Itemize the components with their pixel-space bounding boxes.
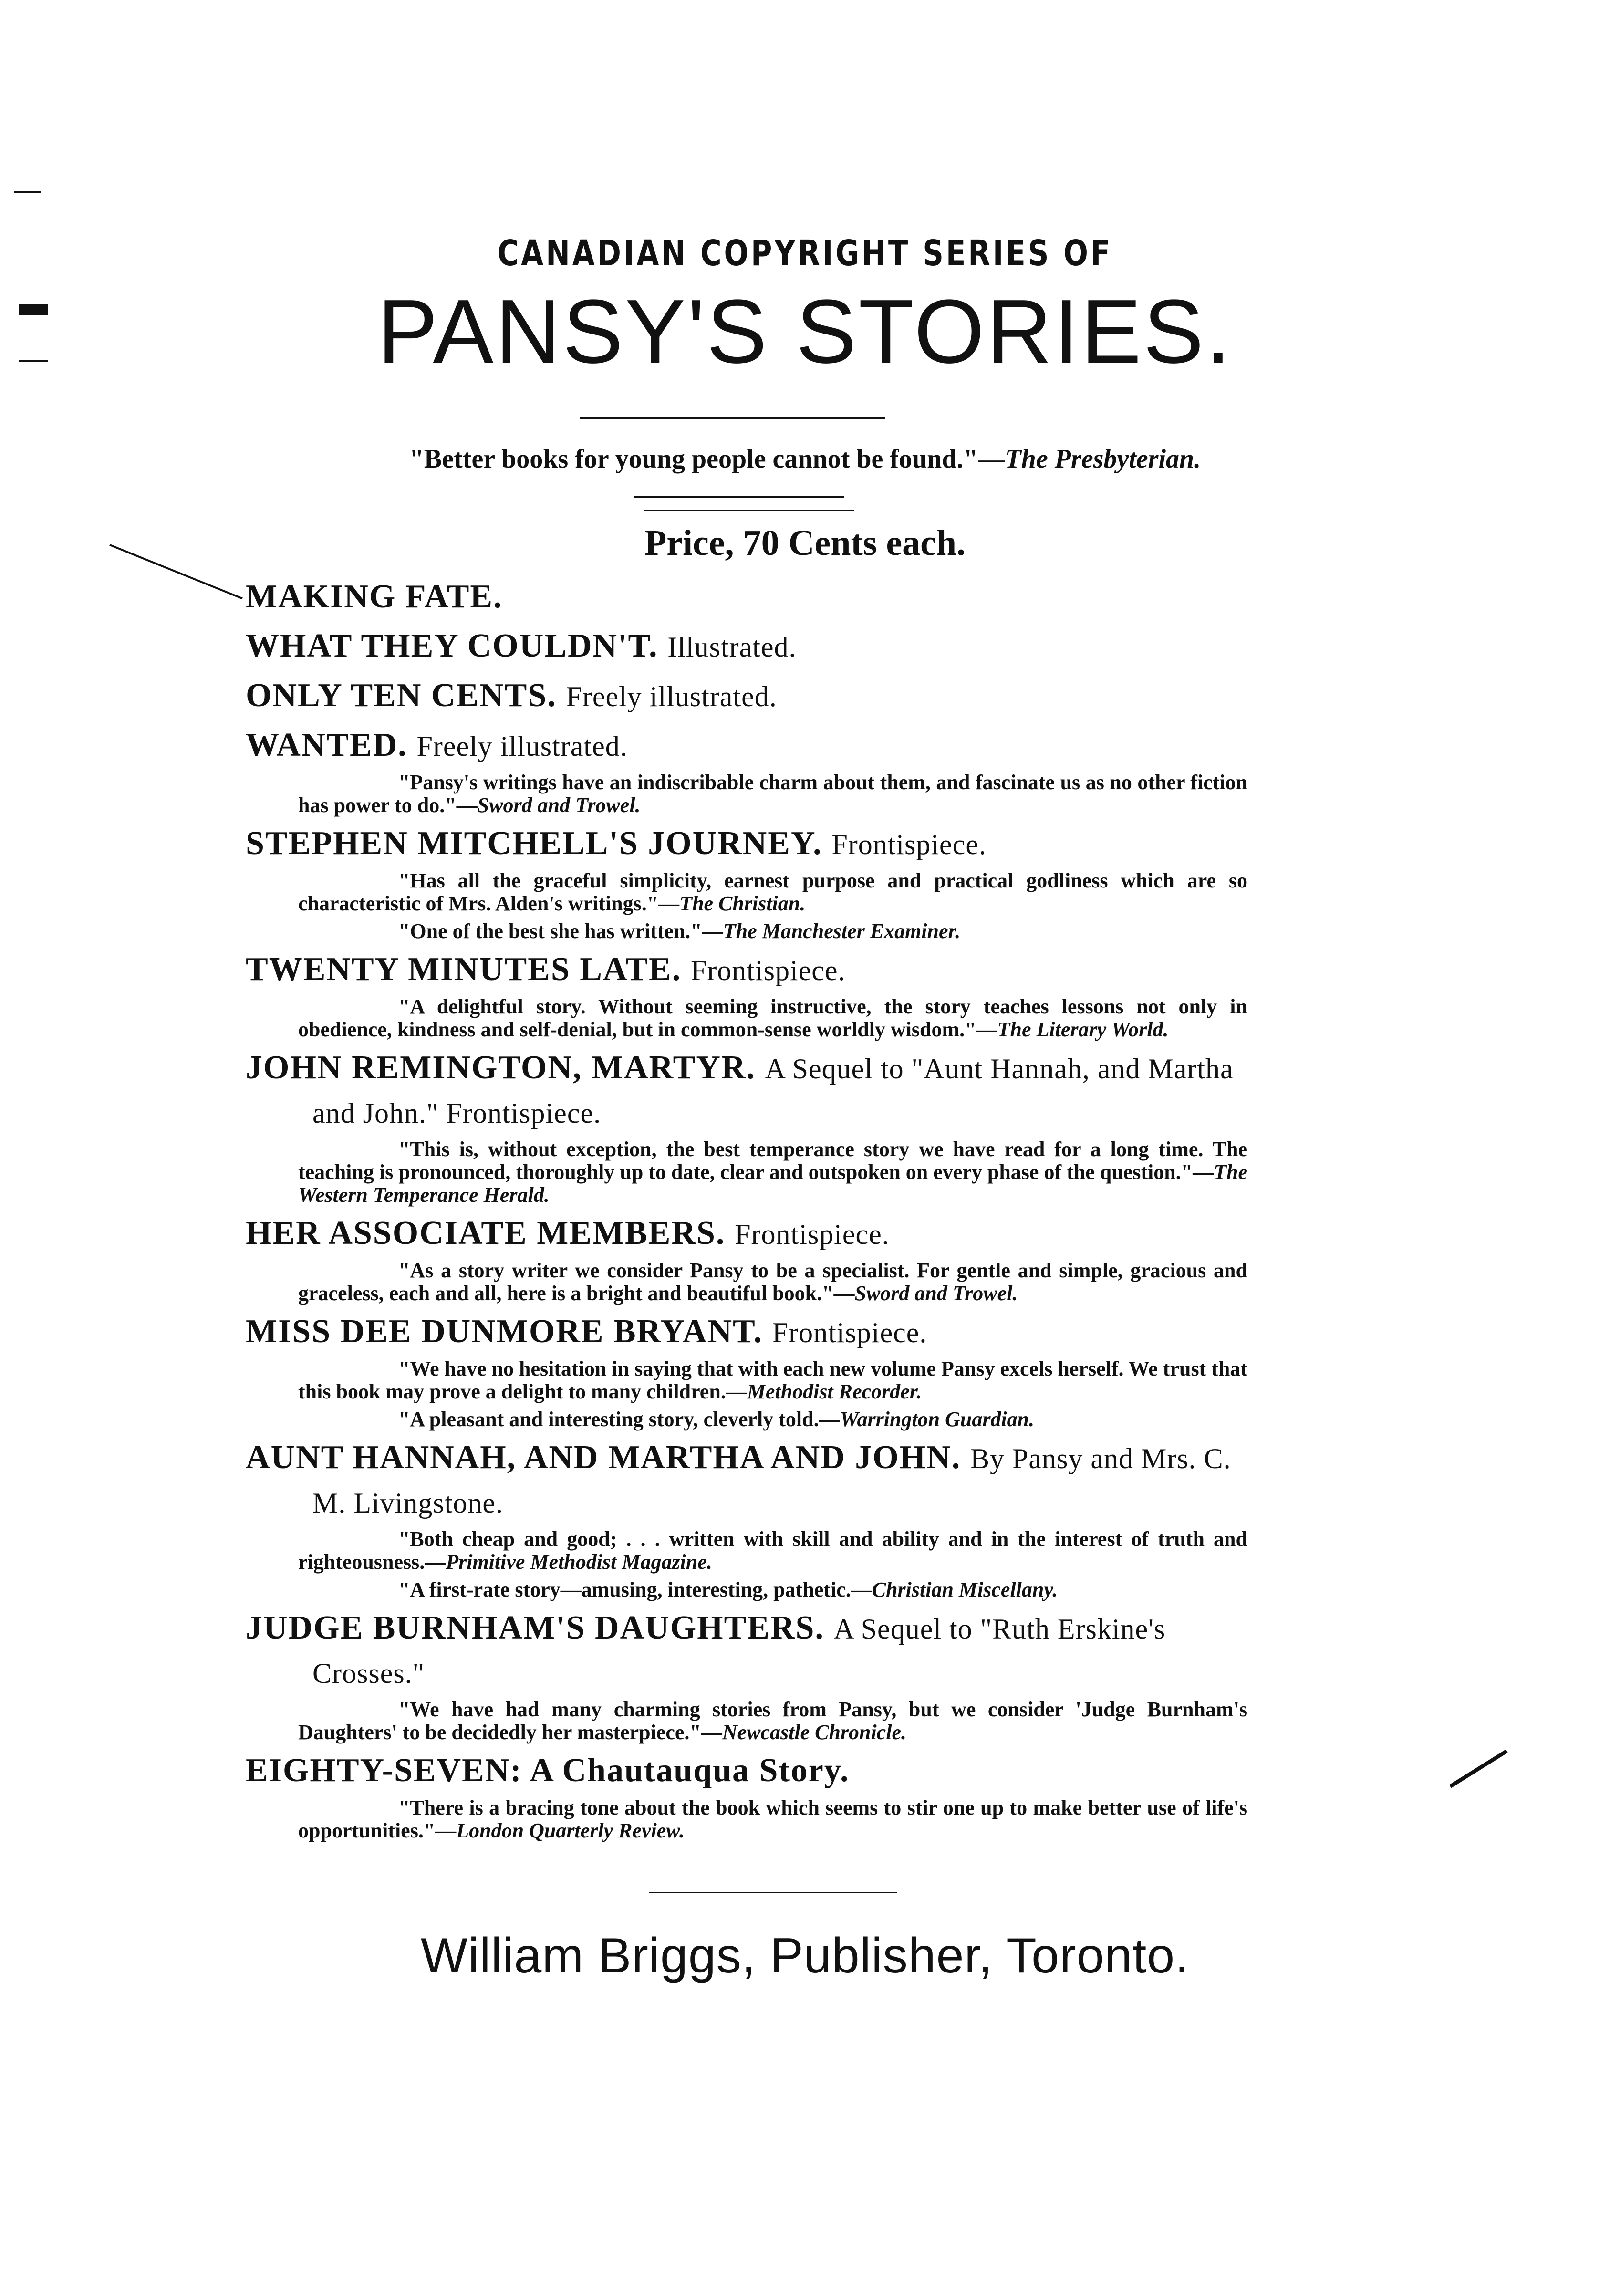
book-entry: [246, 575, 1247, 619]
book-heading: [246, 674, 1247, 719]
book-title: WHAT THEY COULDN'T.: [246, 627, 658, 664]
review-source: The Western Temperance Herald.: [298, 1160, 1248, 1207]
book-entry: [246, 723, 1247, 817]
review-quote: [298, 995, 1247, 1041]
book-note: Frontispiece.: [772, 1317, 927, 1348]
book-entry: [246, 674, 1247, 719]
book-entry: [246, 1310, 1247, 1431]
review-text: "We have no hesitation in saying that with each new volume Pansy excels herself. We trust that this book may prove a delight to many children.—: [298, 1357, 1247, 1403]
scan-mark: [14, 191, 41, 193]
book-title: MISS DEE DUNMORE BRYANT.: [246, 1313, 763, 1350]
book-heading: [246, 948, 1247, 992]
review-source: Primitive Methodist Magazine.: [446, 1550, 712, 1574]
review-quote: [298, 1138, 1247, 1207]
publisher-imprint: William Briggs, Publisher, Toronto.: [420, 1928, 1190, 1983]
review-text: "Has all the graceful simplicity, earnest purpose and practical godliness which are so characteristic of Mrs. Alden's writings."—: [298, 869, 1247, 915]
review-source: The Christian.: [679, 892, 806, 915]
divider: [634, 496, 844, 498]
book-note: By Pansy and Mrs. C. M. Livingstone.: [312, 1443, 1231, 1519]
review-quote: [298, 1408, 1247, 1431]
book-note: Frontispiece.: [690, 955, 846, 986]
review-text: "A first-rate story—amusing, interesting, pathetic.—: [398, 1578, 872, 1601]
review-quote: [298, 1698, 1247, 1744]
review-text: "As a story writer we consider Pansy to be a specialist. For gentle and simple, gracious and graceless, each and all, here is a bright and beautiful book."—: [298, 1259, 1247, 1305]
book-heading: [246, 1211, 1247, 1256]
review-text: "A delightful story. Without seeming instructive, the story teaches lessons not only in obedience, kindness and self-denial, but in common-sense worldly wisdom."—: [298, 995, 1247, 1041]
review-source: Sword and Trowel.: [854, 1282, 1018, 1305]
review-quote: [298, 920, 1247, 943]
book-heading: [246, 1310, 1247, 1355]
review-source: The Literary World.: [997, 1018, 1169, 1041]
book-heading: [246, 1046, 1247, 1135]
book-title: TWENTY MINUTES LATE.: [246, 951, 682, 988]
page-title: PANSY'S STORIES.: [377, 281, 1233, 382]
review-text: "This is, without exception, the best temperance story we have read for a long time. The teaching is pronounced, thoroughly up to date, clear and outspoken on every phase of the question."—: [298, 1138, 1247, 1184]
book-title: AUNT HANNAH, AND MARTHA AND JOHN.: [246, 1439, 961, 1476]
book-note: Freely illustrated.: [566, 681, 777, 712]
book-entry: [246, 1211, 1247, 1305]
book-heading: [246, 723, 1247, 768]
book-note: Frontispiece.: [831, 829, 987, 860]
book-note: Freely illustrated.: [416, 731, 628, 762]
book-entry: [246, 1749, 1247, 1842]
divider: [649, 1892, 897, 1893]
book-list: [246, 575, 1247, 1847]
divider: [580, 417, 885, 419]
review-text: "We have had many charming stories from Pansy, but we consider 'Judge Burnham's Daughters' to be decidedly her masterpiece."—: [298, 1698, 1247, 1744]
review-source: Newcastle Chronicle.: [722, 1721, 907, 1744]
book-entry: [246, 1606, 1247, 1744]
book-title: EIGHTY-SEVEN: A Chautauqua Story.: [246, 1752, 850, 1789]
review-source: Sword and Trowel.: [477, 793, 641, 817]
review-quote: [298, 1259, 1247, 1305]
review-text: "A pleasant and interesting story, cleverly told.—: [398, 1408, 840, 1431]
book-note: A Sequel to "Ruth Erskine's Crosses.": [312, 1613, 1166, 1689]
book-entry: [246, 624, 1247, 669]
price-line: Price, 70 Cents each.: [644, 523, 966, 563]
book-heading: [246, 1749, 1247, 1794]
review-source: Christian Miscellany.: [872, 1578, 1058, 1601]
book-heading: [246, 1606, 1247, 1695]
review-text: "There is a bracing tone about the book which seems to stir one up to make better use of life's opportunities."—: [298, 1796, 1247, 1842]
book-entry: [246, 1436, 1247, 1601]
book-note: A Sequel to "Aunt Hannah, and Martha and John." Frontispiece.: [312, 1053, 1234, 1129]
motto-quote: "Better books for young people cannot be found.": [409, 444, 978, 474]
book-title: WANTED.: [246, 727, 407, 763]
review-text: "Both cheap and good; . . . written with skill and ability and in the interest of truth and righteousness.—: [298, 1527, 1247, 1574]
motto-source: The Presbyterian.: [1005, 444, 1201, 474]
book-note: Illustrated.: [667, 631, 797, 663]
book-title: ONLY TEN CENTS.: [246, 677, 557, 714]
book-title: JUDGE BURNHAM'S DAUGHTERS.: [246, 1609, 824, 1646]
book-note: Frontispiece.: [735, 1219, 890, 1250]
book-title: MAKING FATE.: [246, 578, 503, 615]
book-heading: [246, 624, 1247, 669]
motto: "Better books for young people cannot be found."—The Presbyterian.: [409, 444, 1201, 474]
review-text: "One of the best she has written."—: [398, 919, 723, 943]
book-heading: [246, 575, 1247, 619]
review-quote: [298, 1357, 1247, 1403]
book-title: HER ASSOCIATE MEMBERS.: [246, 1215, 726, 1252]
book-title: JOHN REMINGTON, MARTYR.: [246, 1049, 756, 1086]
review-quote: [298, 1796, 1247, 1842]
book-heading: [246, 822, 1247, 866]
scan-mark: [1449, 1749, 1508, 1788]
series-heading: CANADIAN COPYRIGHT SERIES OF: [497, 233, 1113, 274]
review-source: London Quarterly Review.: [456, 1819, 685, 1842]
book-entry: [246, 1046, 1247, 1207]
review-source: The Manchester Examiner.: [723, 919, 961, 943]
review-text: "Pansy's writings have an indiscribable charm about them, and fascinate us as no other fiction has power to do."—: [298, 771, 1247, 817]
review-quote: [298, 1578, 1247, 1601]
book-entry: [246, 948, 1247, 1041]
book-title: STEPHEN MITCHELL'S JOURNEY.: [246, 825, 822, 862]
review-quote: [298, 771, 1247, 817]
book-heading: [246, 1436, 1247, 1525]
book-entry: [246, 822, 1247, 943]
review-source: Warrington Guardian.: [840, 1408, 1035, 1431]
review-quote: [298, 869, 1247, 915]
review-quote: [298, 1528, 1247, 1574]
review-source: Methodist Recorder.: [747, 1380, 922, 1403]
divider: [644, 510, 854, 511]
